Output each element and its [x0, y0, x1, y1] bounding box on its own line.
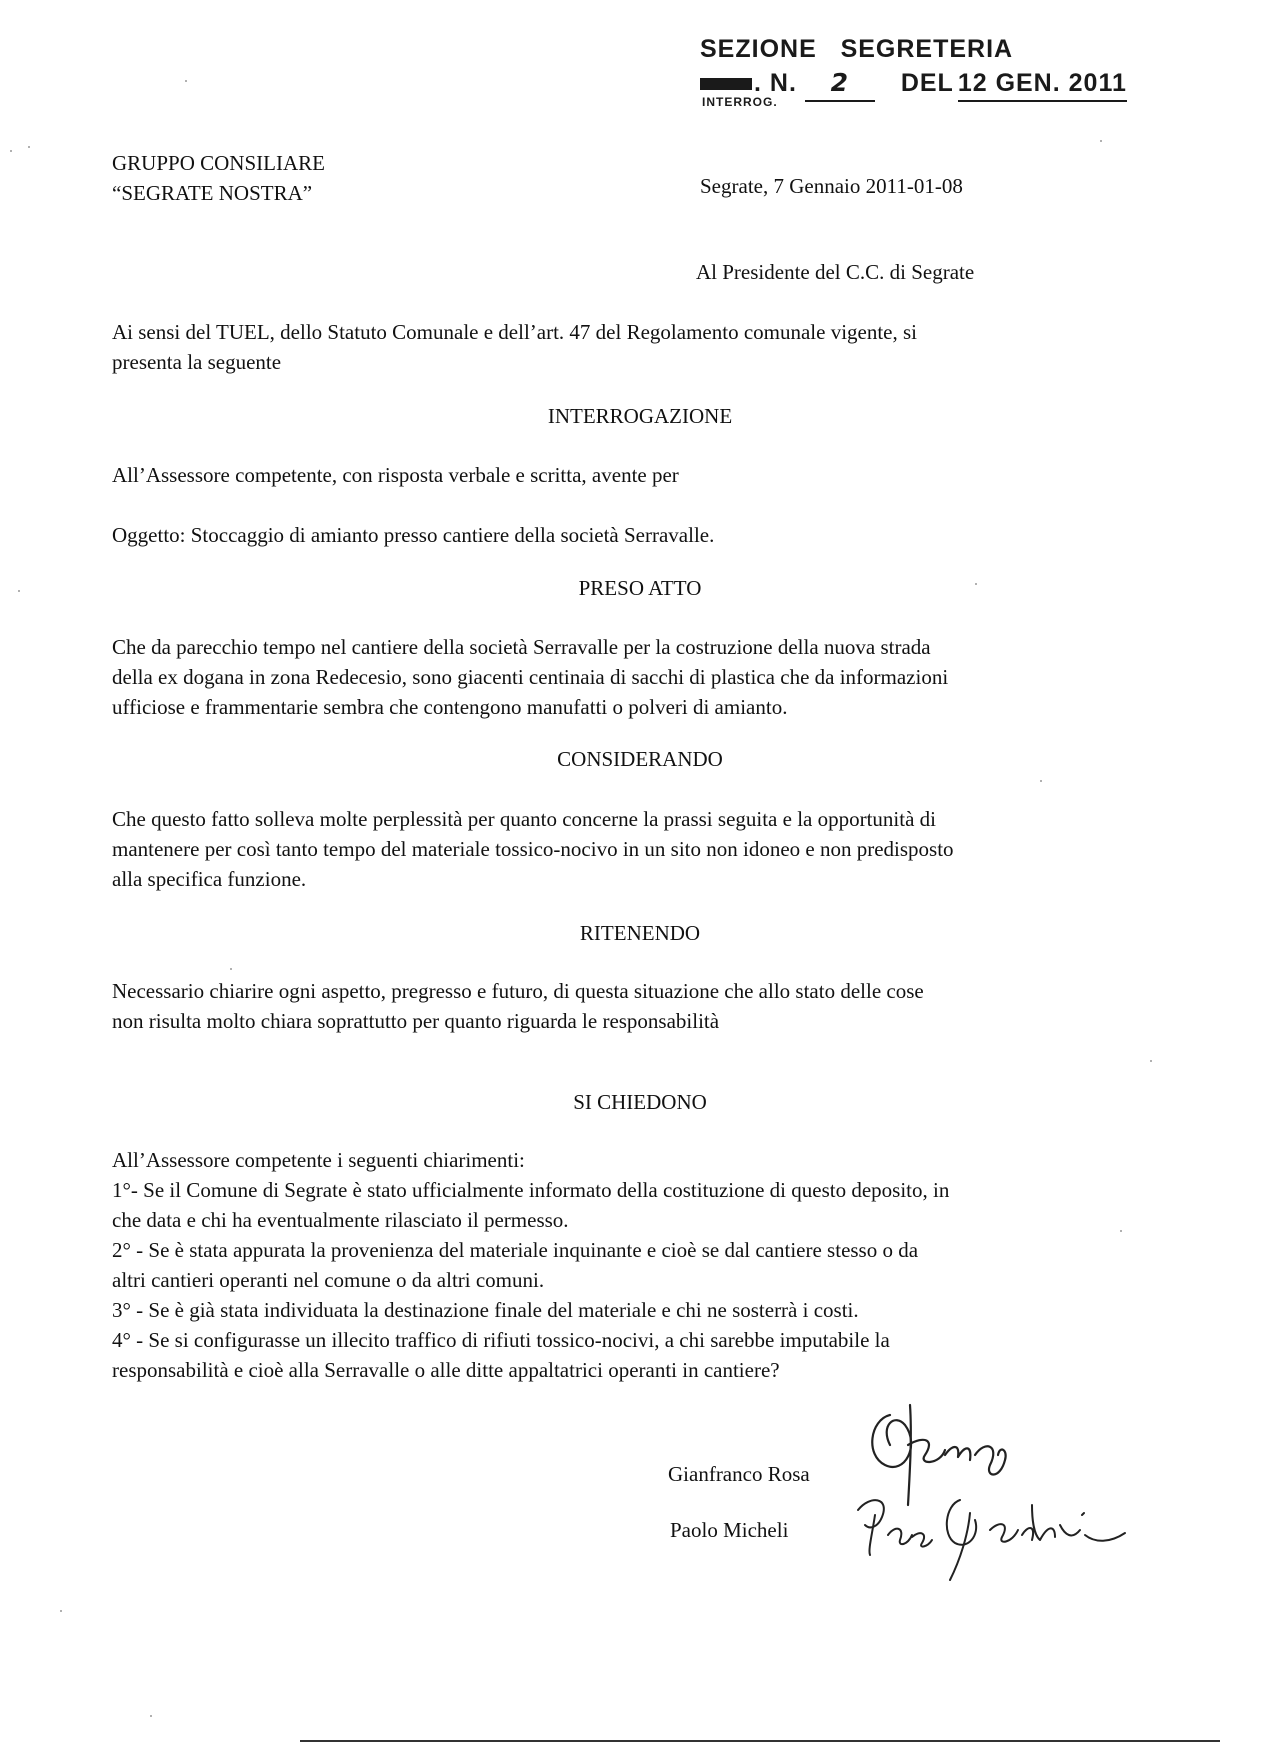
scan-speck [1040, 780, 1042, 782]
body-line: della ex dogana in zona Redecesio, sono giacenti centinaia di sacchi di plastica che da informazioni [112, 665, 949, 689]
request-item: altri cantieri operanti nel comune o da altri comuni. [112, 1268, 545, 1292]
intro-line: Ai sensi del TUEL, dello Statuto Comunale e dell’art. 47 del Regolamento comunale vigente, si [112, 320, 918, 344]
request-item: 3° - Se è già stata individuata la destinazione finale del materiale e chi ne sosterrà i costi. [112, 1298, 859, 1322]
section-heading-preso-atto: PRESO ATTO [578, 576, 702, 600]
sender-block [112, 148, 325, 208]
section-body-si-chiedono [112, 1145, 1152, 1385]
handwritten-signature [850, 1385, 1150, 1585]
scan-speck [150, 1715, 152, 1717]
redacted-mark [700, 78, 752, 90]
place-date: Segrate, 7 Gennaio 2011-01-08 [700, 174, 963, 198]
stamp-date: 12 GEN. 2011 [958, 66, 1127, 102]
body-line: ufficiose e frammentarie sembra che contengono manufatti o polveri di amianto. [112, 695, 788, 719]
scan-speck [1120, 1230, 1122, 1232]
request-item: responsabilità e cioè alla Serravalle o alle ditte appaltatrici operanti in cantiere? [112, 1358, 780, 1382]
body-line: non risulta molto chiara soprattutto per quanto riguarda le responsabilità [112, 1009, 720, 1033]
section-body-ritenendo [112, 976, 1152, 1036]
addressee-line: All’Assessore competente, con risposta verbale e scritta, avente per [112, 463, 679, 487]
request-intro: All’Assessore competente i seguenti chiarimenti: [112, 1148, 525, 1172]
scan-speck [1100, 140, 1102, 142]
body-line: Necessario chiarire ogni aspetto, pregresso e futuro, di questa situazione che allo stato delle cose [112, 979, 924, 1003]
request-item: 4° - Se si configurasse un illecito traffico di rifiuti tossico-nocivi, a chi sarebbe imputabile la [112, 1328, 890, 1352]
stamp-office: SEZIONE SEGRETERIA [700, 35, 1014, 63]
scan-edge-line [300, 1740, 1220, 1742]
request-item: che data e chi ha eventualmente rilasciato il permesso. [112, 1208, 569, 1232]
scan-speck [28, 146, 30, 148]
stamp-prefix: . N. [754, 69, 797, 97]
scan-speck [18, 590, 20, 592]
section-body-preso-atto [112, 632, 1152, 722]
body-line: alla specifica funzione. [112, 867, 307, 891]
signatory-name: Gianfranco Rosa [668, 1462, 810, 1486]
body-line: Che da parecchio tempo nel cantiere della società Serravalle per la costruzione della nuova strada [112, 635, 931, 659]
scan-speck [10, 150, 12, 152]
stamp-number: 2 [805, 66, 875, 102]
subject-line: Oggetto: Stoccaggio di amianto presso cantiere della società Serravalle. [112, 523, 715, 547]
scan-speck [185, 80, 187, 82]
section-heading-si-chiedono: SI CHIEDONO [573, 1090, 707, 1114]
recipient: Al Presidente del C.C. di Segrate [696, 260, 975, 284]
section-body-considerando [112, 804, 1152, 894]
section-heading-ritenendo: RITENENDO [579, 921, 701, 945]
scan-speck [975, 583, 977, 585]
document-title: INTERROGAZIONE [547, 404, 733, 428]
sender-name: “SEGRATE NOSTRA” [112, 181, 313, 205]
sender-group: GRUPPO CONSILIARE [112, 151, 325, 175]
stamp-interrog: INTERROG. [702, 95, 778, 109]
scan-speck [230, 968, 232, 970]
section-heading-considerando: CONSIDERANDO [557, 747, 723, 771]
intro-line: presenta la seguente [112, 350, 282, 374]
request-item: 1°- Se il Comune di Segrate è stato ufficialmente informato della costituzione di questo deposito, in [112, 1178, 950, 1202]
signatory-name: Paolo Micheli [670, 1518, 789, 1542]
scan-speck [60, 1610, 62, 1612]
scan-speck [1150, 1060, 1152, 1062]
body-line: Che questo fatto solleva molte perplessità per quanto concerne la prassi seguita e la opportunità di [112, 807, 937, 831]
stamp-del-label: DEL [900, 69, 954, 97]
body-line: mantenere per così tanto tempo del materiale tossico-nocivo in un sito non idoneo e non predisposto [112, 837, 954, 861]
intro-paragraph [112, 317, 1152, 377]
request-item: 2° - Se è stata appurata la provenienza del materiale inquinante e cioè se dal cantiere stesso o da [112, 1238, 919, 1262]
protocol-stamp [700, 34, 1127, 108]
